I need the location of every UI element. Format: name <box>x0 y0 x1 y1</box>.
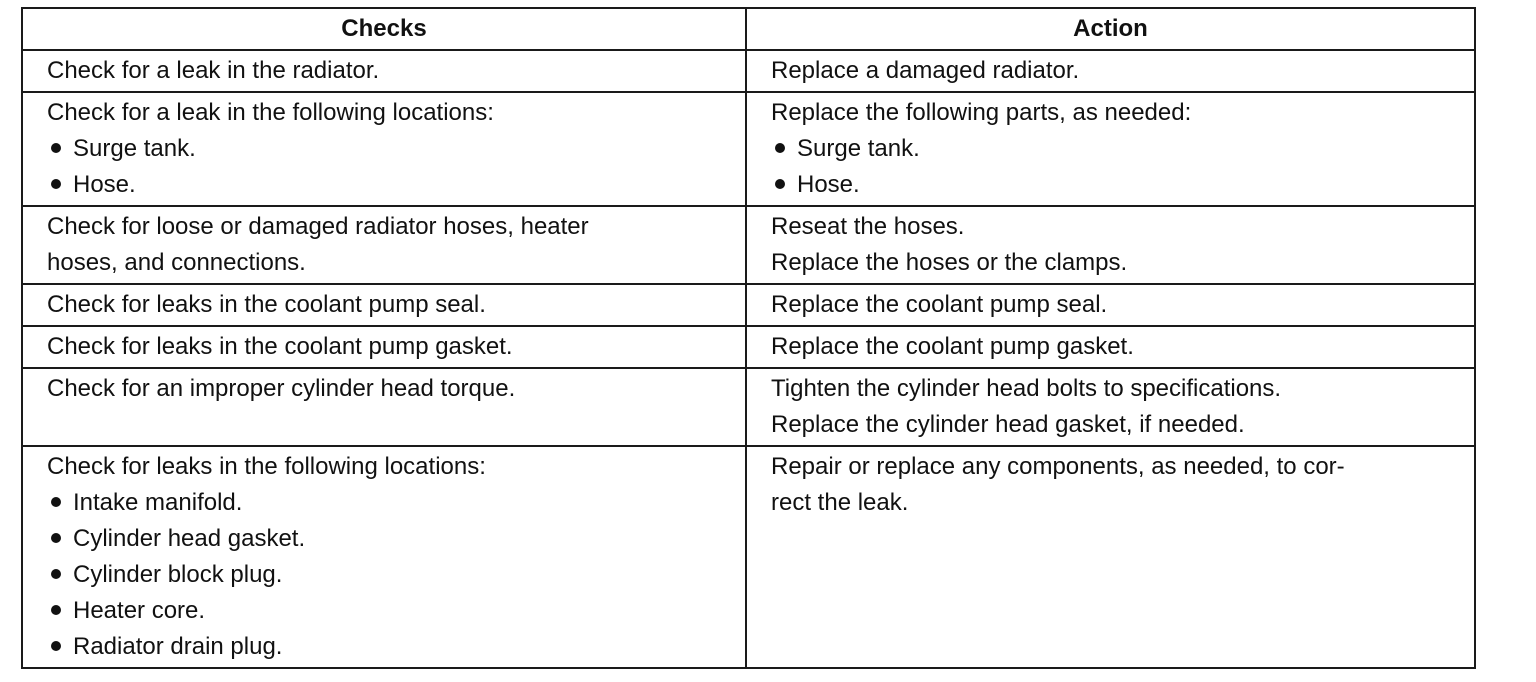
checks-header: Checks <box>22 8 746 50</box>
bullet-text: Cylinder head gasket. <box>73 525 306 552</box>
bullet-text: Hose. <box>797 171 860 198</box>
table-row <box>22 206 1475 284</box>
action-text: Replace the coolant pump seal. <box>771 291 1108 318</box>
bullet-item <box>47 131 721 167</box>
action-text: Replace the coolant pump gasket. <box>771 333 1134 360</box>
check-text: Check for an improper cylinder head torque. <box>47 375 516 402</box>
action-text: Tighten the cylinder head bolts to specifications. <box>771 375 1282 402</box>
action-text: Reseat the hoses. <box>771 213 965 240</box>
bullet-icon <box>51 533 61 543</box>
action-text: Replace the hoses or the clamps. <box>771 249 1128 276</box>
bullet-text: Surge tank. <box>797 135 920 162</box>
action-header: Action <box>746 8 1475 50</box>
bullet-icon <box>775 143 785 153</box>
bullet-icon <box>51 497 61 507</box>
bullet-icon <box>51 605 61 615</box>
action-cell <box>746 50 1475 92</box>
action-text: Repair or replace any components, as needed, to cor- <box>771 453 1345 480</box>
bullet-item <box>47 485 721 521</box>
action-text: Replace the following parts, as needed: <box>771 99 1192 126</box>
action-cell <box>746 284 1475 326</box>
table-row <box>22 446 1475 668</box>
table-row <box>22 284 1475 326</box>
bullet-icon <box>775 179 785 189</box>
bullet-icon <box>51 143 61 153</box>
bullet-item <box>771 167 1450 203</box>
bullet-text: Heater core. <box>73 597 206 624</box>
bullet-text: Cylinder block plug. <box>73 561 283 588</box>
check-text: Check for leaks in the coolant pump seal. <box>47 291 486 318</box>
check-cell <box>22 368 746 446</box>
check-cell <box>22 50 746 92</box>
checks-action-table <box>21 7 1476 669</box>
table-row <box>22 326 1475 368</box>
check-text: Check for leaks in the coolant pump gasket. <box>47 333 513 360</box>
table-row <box>22 50 1475 92</box>
bullet-item <box>47 167 721 203</box>
action-cell <box>746 206 1475 284</box>
action-text: Replace the cylinder head gasket, if needed. <box>771 411 1245 438</box>
bullet-item <box>47 521 721 557</box>
bullet-icon <box>51 641 61 651</box>
bullet-item <box>771 131 1450 167</box>
check-text: Check for leaks in the following locations: <box>47 453 486 480</box>
action-text: Replace a damaged radiator. <box>771 57 1080 84</box>
bullet-item <box>47 593 721 629</box>
table-row <box>22 92 1475 206</box>
check-cell <box>22 446 746 668</box>
header-row <box>22 8 1475 50</box>
bullet-text: Surge tank. <box>73 135 196 162</box>
bullet-text: Intake manifold. <box>73 489 243 516</box>
check-text: Check for a leak in the following locations: <box>47 99 494 126</box>
check-text: hoses, and connections. <box>47 249 306 276</box>
check-cell <box>22 92 746 206</box>
action-text: rect the leak. <box>771 489 909 516</box>
action-cell <box>746 92 1475 206</box>
bullet-icon <box>51 179 61 189</box>
check-text: Check for a leak in the radiator. <box>47 57 380 84</box>
bullet-text: Hose. <box>73 171 136 198</box>
bullet-item <box>47 629 721 665</box>
check-cell <box>22 326 746 368</box>
bullet-item <box>47 557 721 593</box>
action-cell <box>746 326 1475 368</box>
action-cell <box>746 368 1475 446</box>
check-cell <box>22 284 746 326</box>
check-text: Check for loose or damaged radiator hoses, heater <box>47 213 589 240</box>
check-cell <box>22 206 746 284</box>
table-row <box>22 368 1475 446</box>
action-cell <box>746 446 1475 668</box>
bullet-text: Radiator drain plug. <box>73 633 283 660</box>
bullet-icon <box>51 569 61 579</box>
